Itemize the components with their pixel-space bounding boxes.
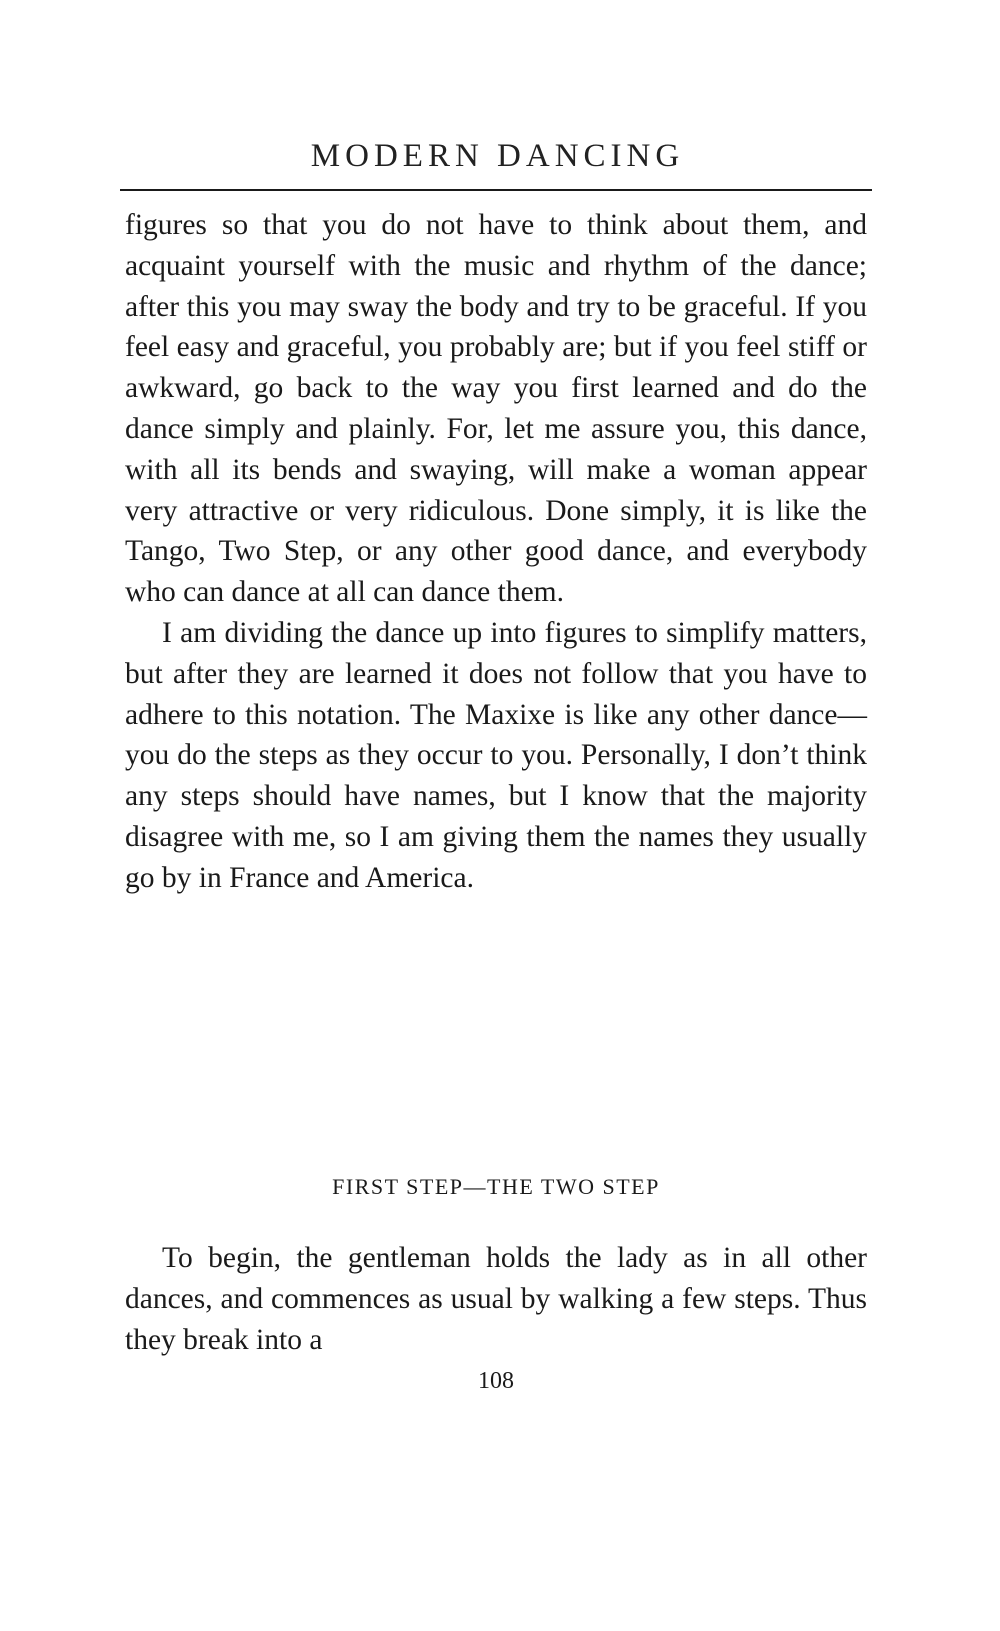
section-text xyxy=(125,1238,867,1361)
running-head-title: MODERN DANCING xyxy=(310,138,685,174)
paragraph-continued: figures so that you do not have to think about them, and acquaint yourself with the music and rhythm of the dance; after this you may sway the body and try to be graceful. If you feel easy and graceful, you probably are; but if you feel stiff or awkward, go back to the way you first learned and do the dance simply and plainly. For, let me assure you, this dance, with all its bends and swaying, will make a woman appear very attractive or very ridiculous. Done simply, it is like the Tango, Two Step, or any other good dance, and everybody who can dance at all can dance them. xyxy=(125,209,867,609)
header-rule xyxy=(120,189,872,191)
paragraph-first-step: To begin, the gentleman holds the lady as in all other dances, and commences as usual by walking a few steps. Thus they break into a xyxy=(125,1242,867,1356)
section-heading: FIRST STEP—THE TWO STEP xyxy=(332,1174,660,1199)
paragraph-dividing-figures: I am dividing the dance up into figures to simplify matters, but after they are learned it does not follow that you have to adhere to this notation. The Maxixe is like any other dance—you do the steps as they occur to you. Personally, I don’t think any steps should have names, but I know that the majority disagree with me, so I am giving them the names they usually go by in France and America. xyxy=(125,616,867,894)
body-text xyxy=(125,205,867,899)
page-number: 108 xyxy=(478,1368,514,1394)
